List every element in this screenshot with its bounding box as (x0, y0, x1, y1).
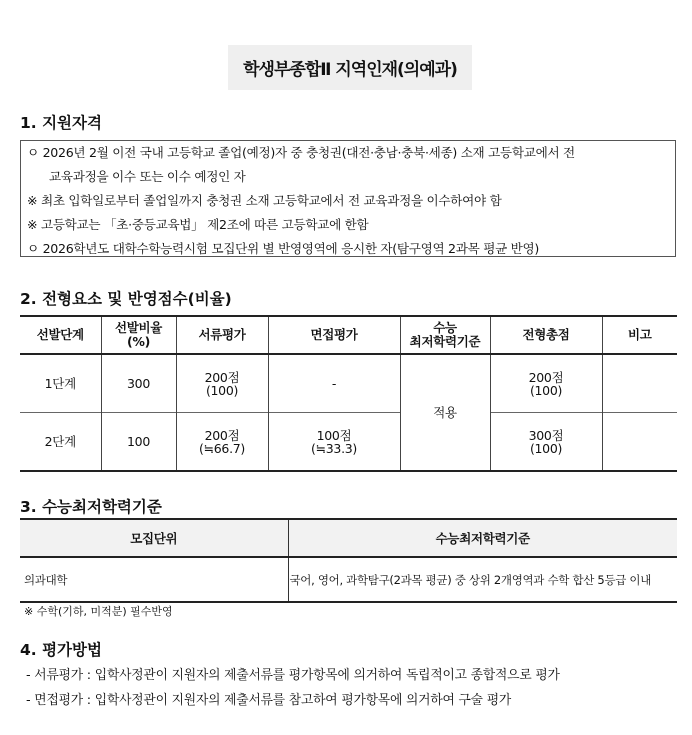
header-cell: 모집단위 (20, 519, 288, 557)
note-cell (602, 354, 677, 413)
note-cell (602, 413, 677, 472)
csat-table (20, 518, 677, 603)
evaluation-line: - 면접평가 : 입학사정관이 지원자의 제출서류를 참고하여 평가항목에 의거하여 구술 평가 (26, 693, 512, 708)
header-cell: 비고 (602, 316, 677, 354)
page-title: 학생부종합Ⅱ 지역인재(의예과) (228, 45, 472, 90)
evaluation-line: - 서류평가 : 입학사정관이 지원자의 제출서류를 평가항목에 의거하여 독립적이고 종합적으로 평가 (26, 668, 560, 683)
total-score: 300점 (528, 427, 564, 443)
header-cell: 전형총점 (490, 316, 602, 354)
total-cell (490, 354, 602, 413)
unit-cell: 의과대학 (24, 572, 68, 587)
table-row (20, 413, 677, 472)
total-ratio: (100) (529, 382, 563, 398)
eligibility-line: ※ 고등학교는 「초·중등교육법」 제2조에 따른 고등학교에 한함 (27, 217, 369, 232)
criteria-cell: 국어, 영어, 과학탐구(2과목 평균) 중 상위 2개영역과 수학 합산 5등급 이내 (288, 557, 677, 602)
section-4-heading: 4. 평가방법 (20, 641, 102, 659)
header-cell: 선발비율 (%) (101, 316, 176, 354)
doc-cell (176, 413, 268, 472)
eligibility-line: ※ 최초 입학일로부터 졸업일까지 충청권 소재 고등학교에서 전 교육과정을 이수하여야 함 (27, 193, 502, 208)
header-cell: 선발단계 (20, 316, 101, 354)
doc-score: 200점 (204, 369, 240, 385)
csat-cell: 적용 (400, 354, 490, 471)
header-cell: 수능 최저학력기준 (400, 316, 490, 354)
score-table (20, 315, 677, 472)
table-row (20, 557, 677, 602)
total-ratio: (100) (529, 440, 563, 456)
ratio-cell: 300 (101, 354, 176, 413)
total-cell (490, 413, 602, 472)
header-cell: 면접평가 (268, 316, 400, 354)
doc-cell (176, 354, 268, 413)
doc-ratio: (100) (205, 382, 239, 398)
csat-note: ※ 수학(기하, 미적분) 필수반영 (24, 605, 173, 618)
table-row (20, 354, 677, 413)
interview-cell (268, 413, 400, 472)
interview-score: - (331, 376, 337, 391)
section-1-heading: 1. 지원자격 (20, 114, 102, 132)
total-score: 200점 (528, 369, 564, 385)
stage-cell: 1단계 (20, 354, 101, 413)
section-3-heading: 3. 수능최저학력기준 (20, 498, 162, 516)
doc-ratio: (≒66.7) (199, 440, 245, 456)
eligibility-box (20, 140, 676, 257)
ratio-cell: 100 (101, 413, 176, 472)
interview-score: 100점 (316, 427, 352, 443)
section-2-heading: 2. 전형요소 및 반영점수(비율) (20, 290, 232, 308)
eligibility-line: 교육과정을 이수 또는 이수 예정인 자 (49, 169, 246, 184)
interview-cell (268, 354, 400, 413)
stage-cell: 2단계 (20, 413, 101, 472)
header-cell: 서류평가 (176, 316, 268, 354)
header-cell: 수능최저학력기준 (288, 519, 677, 557)
eligibility-line: ㅇ 2026학년도 대학수학능력시험 모집단위 별 반영영역에 응시한 자(탐구영역 2과목 평균 반영) (27, 241, 539, 256)
interview-ratio: (≒33.3) (311, 440, 357, 456)
doc-score: 200점 (204, 427, 240, 443)
eligibility-line: ㅇ 2026년 2월 이전 국내 고등학교 졸업(예정)자 중 충청권(대전·충남·충북·세종) 소재 고등학교에서 전 (27, 145, 575, 160)
